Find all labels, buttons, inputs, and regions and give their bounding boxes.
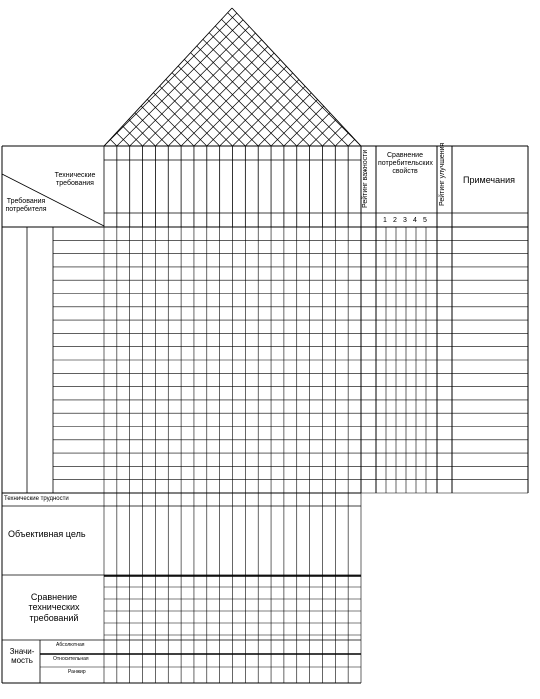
roof-lattice-line <box>0 8 27 146</box>
roof-edge <box>104 8 232 146</box>
roof-lattice-line <box>361 8 499 146</box>
roof-lattice-line <box>0 8 53 146</box>
roof-edge <box>232 8 361 146</box>
roof-lattice-line <box>0 8 88 146</box>
roof-lattice-line <box>425 8 540 146</box>
roof-lattice-line <box>0 8 130 146</box>
roof-lattice-line <box>0 8 91 146</box>
roof-lattice-line <box>480 8 540 146</box>
roof-lattice-line <box>387 8 525 146</box>
customer-requirements-label: Требования потребителя <box>2 198 50 214</box>
roof-lattice-line <box>515 8 540 146</box>
roof-lattice-line <box>0 8 40 146</box>
roof-lattice-line <box>477 8 540 146</box>
roof-lattice-line <box>454 8 540 146</box>
roof-lattice-line <box>0 8 126 146</box>
technical-difficulty-label: Технические трудности <box>4 496 104 503</box>
comparison-scale-3: 3 <box>403 217 407 225</box>
roof-lattice-line <box>412 8 540 146</box>
roof-lattice-line <box>339 8 477 146</box>
roof-lattice-line <box>490 8 540 146</box>
roof-lattice-line <box>0 8 104 146</box>
roof-lattice-line <box>352 8 490 146</box>
roof-lattice-line <box>310 8 448 146</box>
technical-requirements-label: Технические требования <box>48 172 102 188</box>
roof-lattice-line <box>464 8 540 146</box>
roof-lattice-line <box>502 8 540 146</box>
comparison-scale-1: 1 <box>383 217 387 225</box>
roof-lattice-line <box>528 8 540 146</box>
roof-lattice-line <box>467 8 540 146</box>
roof-lattice-line <box>374 8 512 146</box>
roof-lattice-line <box>441 8 540 146</box>
roof-lattice-line <box>364 8 502 146</box>
roof-lattice-line <box>377 8 515 146</box>
roof-lattice-line <box>0 8 36 146</box>
roof-lattice-line <box>1 8 139 146</box>
roof-lattice-line <box>43 8 181 146</box>
roof-lattice-line <box>438 8 540 146</box>
comparison-scale-2: 2 <box>393 217 397 225</box>
roof-lattice-line <box>0 8 1 146</box>
roof-lattice-line <box>0 8 14 146</box>
improvement-rating-label: Рейтинг улучшения <box>439 150 446 206</box>
roof-lattice-line <box>0 8 49 146</box>
roof-lattice-line <box>0 8 24 146</box>
notes-label: Примечания <box>452 175 526 185</box>
roof-lattice-line <box>416 8 540 146</box>
roof-lattice-line <box>287 8 425 146</box>
roof-lattice-line <box>284 8 422 146</box>
technical-comparison-label: Сравнение технических требований <box>8 592 100 623</box>
significance-relative-label: Относительная <box>53 657 89 663</box>
importance-rating-label: Рейтинг важности <box>362 152 369 208</box>
roof-lattice-line <box>313 8 451 146</box>
roof-lattice-line <box>0 8 11 146</box>
roof-lattice-line <box>0 8 114 146</box>
roof-lattice-line <box>5 8 143 146</box>
significance-label: Значи- мость <box>4 647 40 665</box>
roof-lattice-line <box>297 8 435 146</box>
roof-lattice-line <box>348 8 486 146</box>
roof-lattice-line <box>322 8 460 146</box>
roof-lattice-line <box>451 8 540 146</box>
correlation-roof <box>0 8 540 146</box>
roof-lattice-line <box>300 8 438 146</box>
objective-target-label: Объективная цель <box>8 529 102 539</box>
roof-lattice-line <box>390 8 528 146</box>
roof-lattice-line <box>0 8 75 146</box>
roof-lattice-line <box>403 8 540 146</box>
consumer-comparison-label: Сравнение потребительских свойств <box>378 152 432 176</box>
roof-lattice-line <box>429 8 540 146</box>
roof-lattice-line <box>0 8 78 146</box>
roof-lattice-line <box>0 8 101 146</box>
significance-absolute-label: Абсолютная <box>56 643 84 649</box>
roof-lattice-line <box>326 8 464 146</box>
roof-lattice-line <box>17 8 155 146</box>
roof-lattice-line <box>27 8 165 146</box>
comparison-scale-4: 4 <box>413 217 417 225</box>
comparison-scale-5: 5 <box>423 217 427 225</box>
significance-rank-label: Ранжир <box>68 670 86 676</box>
roof-lattice-line <box>40 8 178 146</box>
roof-lattice-line <box>0 8 65 146</box>
roof-lattice-line <box>14 8 152 146</box>
roof-lattice-line <box>53 8 191 146</box>
roof-lattice-line <box>30 8 168 146</box>
roof-lattice-line <box>0 8 62 146</box>
roof-lattice-line <box>274 8 412 146</box>
roof-lattice-line <box>400 8 538 146</box>
roof-lattice-line <box>0 8 117 146</box>
roof-lattice-line <box>335 8 473 146</box>
